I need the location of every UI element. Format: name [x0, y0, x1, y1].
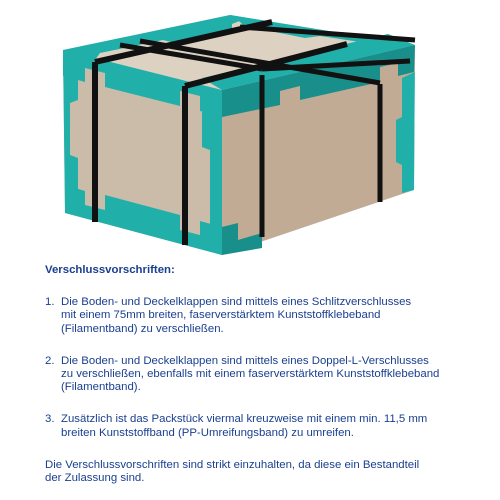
- rule-text: Die Boden- und Deckelklappen sind mittels eines Schlitzverschlusses mit einem 75mm breiten, faserverstärktem Kunststoffklebeband (Filamentband) zu verschließen.: [61, 296, 412, 335]
- rule-list: [45, 296, 485, 440]
- rule-text: Zusätzlich ist das Packstück viermal kreuzweise mit einem min. 11,5 mm breiten Kunststoffband (PP-Umreifungsband) zu umreifen.: [61, 413, 428, 439]
- closing-note: Die Verschlussvorschriften sind strikt einzuhalten, da diese ein Bestandteil der Zulassung sind.: [45, 458, 420, 485]
- closure-regulations: [45, 264, 485, 485]
- rule-text: Die Boden- und Deckelklappen sind mittels eines Doppel-L-Verschlusses zu verschließen, ebenfalls mit einem faserverstärktem Kunststoffklebeband (Filamentband).: [61, 354, 440, 394]
- rule-item: [45, 413, 485, 439]
- rule-item: [45, 355, 485, 395]
- regulations-title: Verschlussvorschriften:: [45, 264, 175, 276]
- rule-item: [45, 296, 485, 336]
- rule-number: 3.: [45, 413, 55, 426]
- rule-number: 2.: [45, 354, 55, 367]
- rule-number: 1.: [45, 296, 55, 309]
